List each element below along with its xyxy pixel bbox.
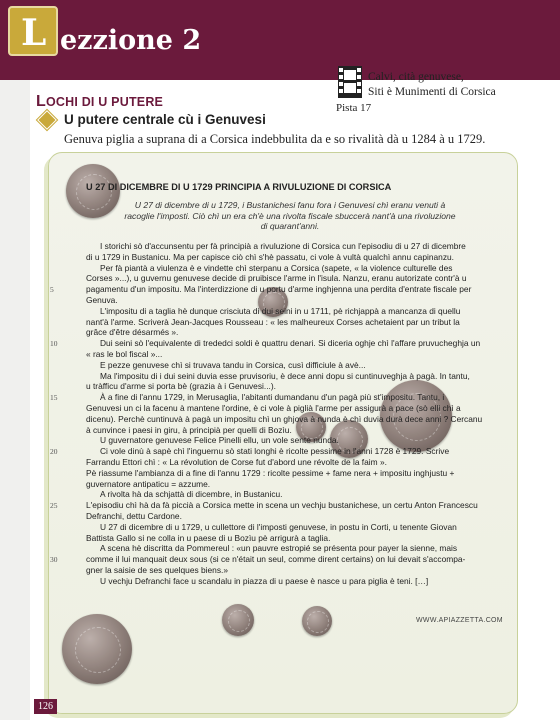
document-italic-intro: U 27 di dicembre di u 1729, i Bustanichesi fanu fora i Genuvesi chì eranu venuti à racoglie l'imposti. Ciò chì un era ch'è una rivolta fiscale sbuccerà nant'à una rivoluzione di quarant'anni.: [124, 200, 456, 232]
line-number: 10: [50, 339, 58, 349]
body-line: Genuva.: [86, 294, 118, 305]
body-line: Ma l'impositu di i dui seini duvia esse pruvisoriu, è dece anni dopu si cuntinuveghja à pagà. In tantu,: [100, 370, 470, 381]
body-line: dicenu). Perchè cuntinuvà à pagà un impositu chì un ghjova à nunda è chì duvia durà dece anni ? Cercanu: [86, 413, 483, 424]
body-line: di u 1729 in Bustanicu. Ma per capisce ciò chì s'hè passatu, ci vole à vultà qualchì annu capinanzu.: [86, 251, 454, 262]
body-line: Battista Gallo si ne colla in u paese di u Bozìu pè arrigurà a taglia.: [86, 532, 331, 543]
body-line: pagamentu d'un impositu. Ma l'interdizzione di u portu d'arme inghjenna una perdita d'entrate fiscale per: [86, 284, 472, 295]
body-line: A rivolta hà da schjattà di dicembre, in Bustanicu.: [100, 489, 283, 500]
line-number: 25: [50, 501, 58, 511]
coin-image: [62, 614, 132, 684]
body-line: I storichi sò d'accunsentu per fà principià a rivuluzione di Corsica cun l'episodiu di u 27 di dicembre: [100, 241, 466, 251]
subtitle: U putere centrale cù i Genuvesi: [64, 112, 266, 127]
body-line: à cunvince i paesi in giru, à principià per quelli di Bozìu.: [86, 424, 292, 435]
track-label: Pista 17: [336, 102, 372, 114]
line-number: 20: [50, 447, 58, 457]
source-url: WWW.APIAZZETTA.COM: [416, 617, 503, 624]
intro-text: Genuva piglia a suprana di a Corsica indebbulita da e so rivalità dà u 1284 à u 1729.: [64, 132, 486, 146]
section-title-initial: L: [36, 93, 46, 110]
line-number: 5: [50, 285, 54, 295]
body-line: U 27 di dicembre di u 1729, u cullettore di l'imposti genuvese, in postu in Corti, u tenente Giovan: [100, 521, 457, 532]
lesson-title: ezzione 2: [60, 25, 202, 56]
body-line: L'impositu di a taglia hè dunque crisciuta di dui seini in u 1711, pè richjappà a mancanza di quellu: [100, 305, 461, 316]
line-number: 15: [50, 393, 58, 403]
body-line: Dui seini sò l'equivalente di trededci soldi è quattru denari. Si diceria oghje chì l'affare pruvucheghja un: [100, 338, 481, 349]
body-line: L'episodiu chì hà da fà piccià a Corsica mette in scena un vechju bustanichese, un certu Anton Francescu: [86, 500, 478, 511]
section-title-rest: OCHI DI U PUTERE: [45, 95, 164, 109]
body-line: u tràfficu d'arme si porta bè (grazia à i Genuvesi...).: [86, 381, 276, 392]
body-line: E pezze genuvese chì si truvava tandu in Corsica, cusì difficiule à avè...: [100, 359, 366, 370]
body-line: A scena hè discritta da Pommereul : «un pauvre estropié se présenta pour payer la sienne, mais: [100, 543, 458, 554]
body-line: « ras le bol fiscal »...: [86, 348, 163, 359]
media-title: Calvi, cità genuvese, Siti è Munimenti di Corsica: [368, 71, 496, 98]
body-line: nant'à l'arme. Scriverà Jean-Jacques Rousseau : « les malheureux Corses achetaient par un tribut la: [86, 316, 460, 327]
coin-image: [222, 604, 254, 636]
document-heading: U 27 DI DICEMBRE DI U 1729 PRINCIPIA A RIVULUZIONE DI CORSICA: [86, 182, 392, 192]
body-line: Defranchi, dettu Cardone.: [86, 510, 182, 521]
lesson-letter: L: [21, 12, 47, 54]
film-reel-icon: [338, 66, 362, 98]
body-line: Genuvesi un ci la facenu à mantene l'ordine, è ci vole à piglià l'arme per assigurà a pace (sò elli chì a: [86, 402, 461, 413]
sidebar-strip: [0, 80, 30, 720]
body-line: U vechju Defranchi face u scandalu in piazza di u paese è nasce u para piglia è teni. […]: [100, 575, 429, 586]
body-line: À a fine di l'annu 1729, in Merusaglia, l'abitanti dumandanu d'un pagà più st'impositu. Tantu, i: [100, 392, 445, 403]
body-line: guvernatore antipaticu = azzume.: [86, 478, 211, 489]
lesson-badge: [8, 6, 58, 56]
document-body: [86, 241, 499, 587]
body-line: comme il lui manquait deux sous (si ce n'était un seul, comme dirent certains) on lui devait s'accompa-: [86, 554, 466, 565]
line-number: 30: [50, 555, 58, 565]
body-line: Ci vole dinù à sapè chì l'inguernu sò stati longhi è ricolte pessime in l'anni 1728 è 1729. Scrive: [100, 446, 450, 457]
coin-image: [302, 606, 332, 636]
body-line: Per fà piantà a viulenza è e vindette chì sterpanu a Corsica (sapete, « la violence culturelle des: [100, 262, 453, 273]
section-title: [36, 93, 163, 111]
body-line: grâce d'être désarmés ».: [86, 327, 179, 338]
page-number: 126: [34, 699, 57, 714]
body-line: U guvernatore genuvese Felice Pinelli ellu, un vole sente nunda.: [100, 435, 339, 446]
body-line: Farrandu Ettori chì : « La révolution de Corse fut d'abord une révolte de la faim ».: [86, 456, 387, 467]
body-line: Corses »...), u guvernu genuvese decide di pruibisce l'arme in l'isula. Nanzu, eranu autorizate contr'à u: [86, 273, 467, 284]
body-line: Pè riassume l'ambianza di a fine di l'annu 1729 : ricolte pessime + fame nera + impositu inghjustu +: [86, 467, 455, 478]
diamond-bullet-icon: [37, 110, 57, 130]
body-line: gner la saisie de ses quelques biens.»: [86, 564, 229, 575]
